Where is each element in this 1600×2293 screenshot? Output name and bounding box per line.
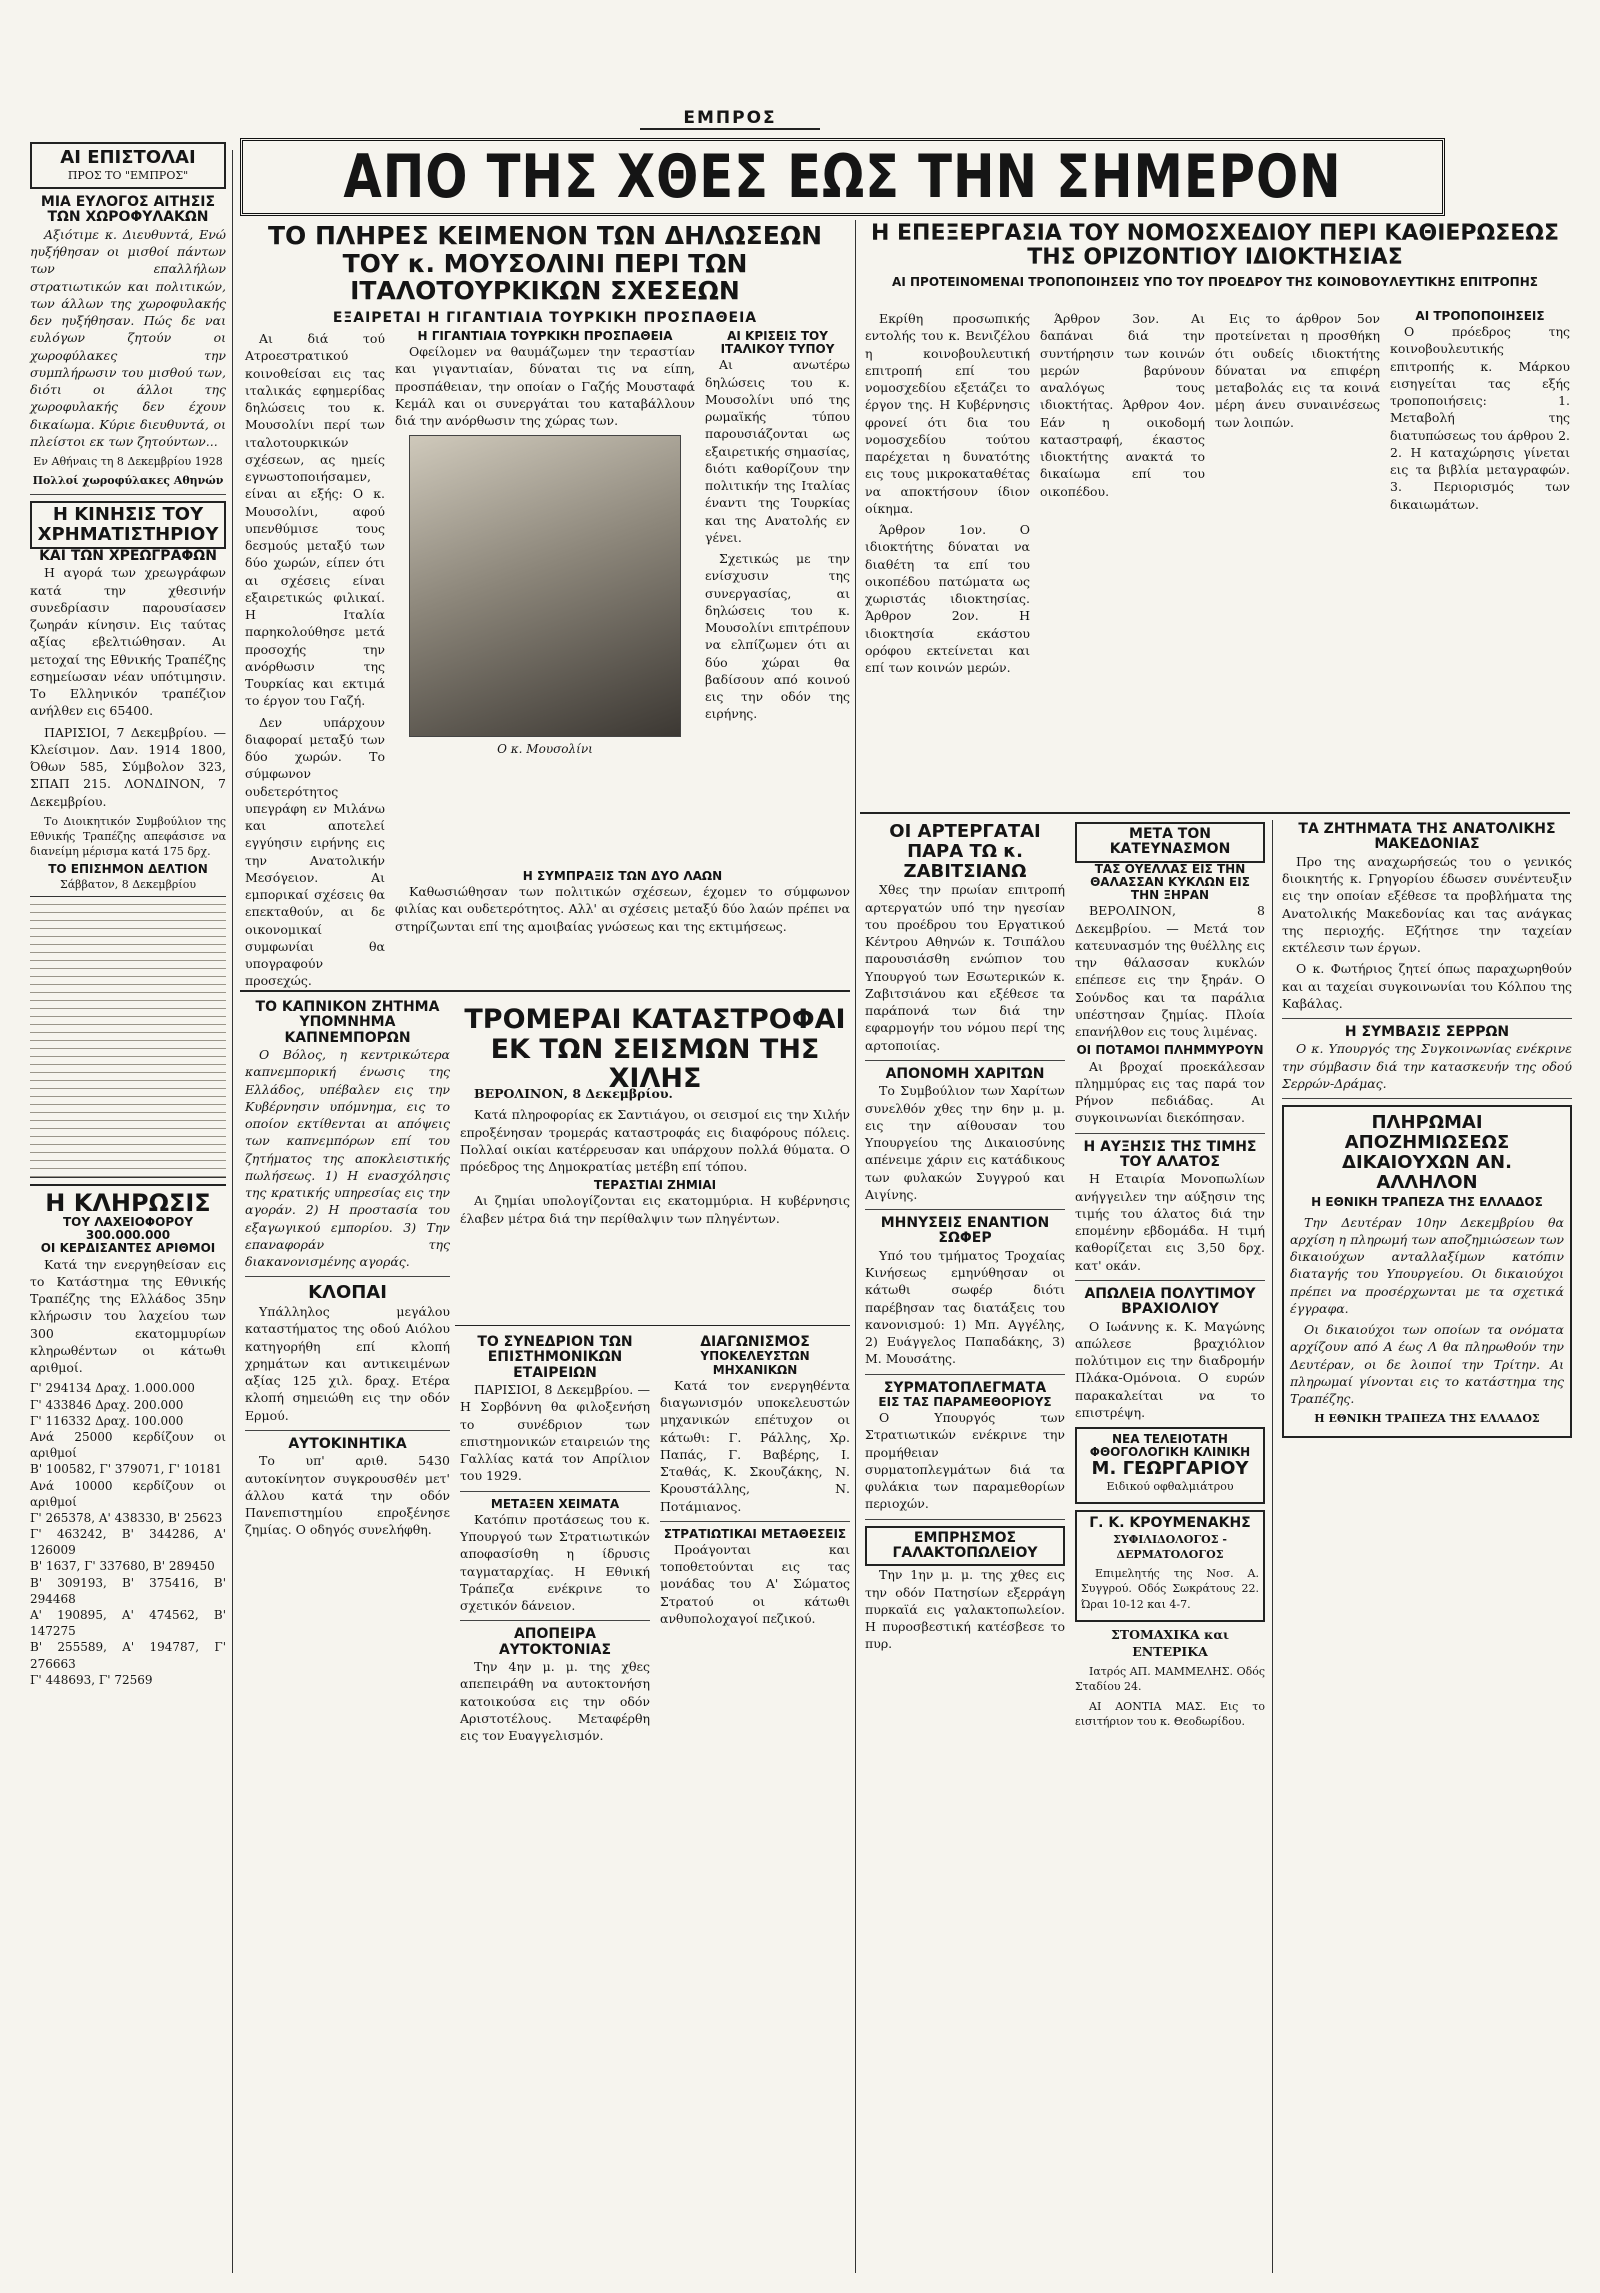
lottery-numbers — [30, 1380, 226, 1688]
mussolini-col-2 — [395, 330, 695, 870]
thefts-body: Υπάλληλος μεγάλου καταστήματος της οδού Αιόλου κατηγορήθη επί κλοπή χρημάτων και αντικειμένων αξίας 125 χιλ. δραχ. Ετέρα κλοπή σημειώθη εις την οδόν Ερμού. — [245, 1304, 450, 1423]
letter-signers: Πολλοί χωροφύλακες Αθηνών — [32, 474, 224, 488]
stock-table — [30, 896, 226, 1178]
rivers-title: ΟΙ ΠΟΤΑΜΟΙ ΠΛΗΜΜΥΡΟΥΝ — [1076, 1043, 1264, 1058]
compensation-sign: Η ΕΘΝΙΚΗ ΤΡΑΠΕΖΑ ΤΗΣ ΕΛΛΑΔΟΣ — [1314, 1412, 1540, 1426]
bill-body-1: Εκρίθη προσωπικής εντολής του κ. Βενιζέλου η κοινοβουλευτική επιτροπή επί του νομοσχεδίου εξετάζει το έργον της. Η Κυβέρνησις φρονεί ότι δια του νομοσχεδίου τούτου παρέχεται η δυνατότης εις τους μικροκαταθέτας να αποκτήσουν ίδιον οίκημα. — [865, 311, 1030, 516]
drivers-body: Υπό του τμήματος Τροχαίας Κινήσεως εμηνύθησαν οι κάτωθι σωφέρ διότι παρέβησαν τας διατάξεις του κανονισμού: 1) Μπ. Αγγέλης, 2) Ευάγγελος Παπαδάκης, 3) Μ. Μουσάτης. — [865, 1247, 1065, 1367]
stock-date: Σάββατον, 8 Δεκεμβρίου — [59, 877, 197, 891]
letters-title: ΑΙ ΕΠΙΣΤΟΛΑΙ — [60, 147, 196, 168]
exam-subtitle: ΥΠΟΚΕΛΕΥΣΤΩΝ ΜΗΧΑΝΙΚΩΝ — [700, 1349, 810, 1377]
earthquake-body: Κατά πληροφορίας εκ Σαντιάγου, οι σεισμοί εις την Χιλήν επροξένησαν τρομεράς καταστροφάς εις διαφόρους πόλεις. Πολλαί οικίαι κατέρρευσαν και υπάρχουν πολλά θύματα. Ο πρόεδρος της Δημοκρατίας μετέβη επί τόπου. — [460, 1107, 850, 1174]
divider — [865, 1060, 1065, 1061]
tobacco-title: ΤΟ ΚΑΠΝΙΚΟΝ ΖΗΤΗΜΑ — [255, 999, 440, 1015]
exam-body: Κατά τον ενεργηθέντα διαγωνισμόν υποκελευστών μηχανικών επέτυχον οι κάτωθι: Γ. Ράλλης, Χρ. Παπάς, Γ. Βαβέρης, Ι. Σταθάς, Κ. Σκουζάκης, Ν. Κρουστάλλης, Ν. Ποτάμιανος. — [660, 1377, 850, 1514]
lottery-subtitle-2: ΟΙ ΚΕΡΔΙΣΑΝΤΕΣ ΑΡΙΘΜΟΙ — [40, 1241, 216, 1256]
mussolini-subtitle: ΕΞΑΙΡΕΤΑΙ Η ΓΙΓΑΝΤΙΑΙΑ ΤΟΥΡΚΙΚΗ ΠΡΟΣΠΑΘΕΙΑ — [332, 309, 758, 326]
exam-column — [660, 1335, 850, 2265]
doctor-ad-line: ΣΥΦΙΛΙΔΟΛΟΓΟΣ - ΔΕΡΜΑΤΟΛΟΓΟΣ — [1113, 1532, 1227, 1561]
mussolini-title: ΤΟ ΠΛΗΡΕΣ ΚΕΙΜΕΝΟΝ ΤΩΝ ΔΗΛΩΣΕΩΝ ΤΟΥ κ. ΜΟΥΣΟΛΙΝΙ ΠΕΡΙ ΤΩΝ ΙΤΑΛΟΤΟΥΡΚΙΚΩΝ ΣΧΕΣΕΩΝ — [267, 221, 823, 305]
auto-title: ΑΥΤΟΚΙΝΗΤΙΚΑ — [288, 1435, 407, 1452]
compensation-notice — [1282, 1105, 1572, 1438]
compensation-subtitle: Η ΕΘΝΙΚΗ ΤΡΑΠΕΖΑ ΤΗΣ ΕΛΛΑΔΟΣ — [1311, 1195, 1543, 1210]
lottery-number: Β' 255589, Α' 194787, Γ' 276663 — [30, 1640, 226, 1671]
letters-box — [30, 142, 226, 189]
earthquake-subhead: ΤΕΡΑΣΤΙΑΙ ΖΗΜΙΑΙ — [593, 1178, 717, 1193]
banner-title: ΑΠΟ ΤΗΣ ΧΘΕΣ ΕΩΣ ΤΗΝ ΣΗΜΕΡΟΝ — [343, 142, 1342, 212]
earthquake-header — [460, 1005, 850, 1094]
doctor-ad-body: Επιμελητής της Νοσ. Α. Συγγρού. Οδός Σωκράτους 22. Ώραι 10-12 και 4-7. — [1081, 1567, 1259, 1611]
lottery-title: Η ΚΛΗΡΩΣΙΣ — [30, 1184, 226, 1216]
mussolini-body-3: Οφείλομεν να θαυμάζωμεν την τεραστίαν και γιγαντιαίαν, δύναται τις να είπη, προσπάθειαν, την οποίαν ο Γαζής Μουσταφά Κεμάλ και οι συνεργάται του καταβάλλουν διά την ανόρθωσιν της χώρας των. — [395, 344, 695, 429]
congress-subbody: Κατόπιν προτάσεως του κ. Υπουργού των Στρατιωτικών αποφασίσθη η ίδρυσις ταγματαρχίας. Η Εθνική Τράπεζα ενέκρινε το σχετικόν δάνειον. — [460, 1511, 650, 1614]
mussolini-col-3 — [705, 330, 850, 870]
section-rule — [860, 812, 1570, 814]
amendments-body: Ο πρόεδρος της κοινοβουλευτικής επιτροπής κ. Μάρκου εισηγείται τας εξής τροποποιήσεις: 1. Μεταβολή της διατυπώσεως του άρθρου 2. 2. Η καταχώρησις γίνεται εις τα βιβλία μεταγραφών. 3. Περιορισμός των δικαιωμάτων. — [1390, 324, 1570, 512]
lottery-subtitle: ΤΟΥ ΛΑΧΕΙΟΦΟΡΟΥ 300.000.000 — [62, 1215, 194, 1243]
auto-body: Το υπ' αριθ. 5430 αυτοκίνητον συγκρουσθέν μετ' άλλου κατά την οδόν Πανεπιστημίου επροξένησε ζημίας. Ο οδηγός συνελήφθη. — [245, 1453, 450, 1538]
bill-body-2: Άρθρον 1ον. Ο ιδιοκτήτης δύναται να διαθέτη τα επί του οικοπέδου πατώματα ως χωριστάς ιδιοκτησίας. Άρθρον 2ον. Η ιδιοκτησία εκάστου ορόφου εκτείνεται και επί των κοινών μερών. — [865, 522, 1030, 675]
stomach-ad-body: Ιατρός ΑΠ. ΜΑΜΜΕΛΗΣ. Οδός Σταδίου 24. — [1075, 1665, 1265, 1694]
mussolini-body-4: Καθωσιώθησαν των πολιτικών σχέσεων, έχομεν το σύμφωνον φιλίας και ουδετερότητος. Αλλ' αι σχέσεις μεταξύ δύο λαών πρέπει να στηρίζωνται επί της αμοιβαίας γνώσεως και της εκτιμήσεως. — [395, 884, 850, 934]
divider — [30, 494, 226, 495]
lottery-number: Γ' 448693, Γ' 72569 — [30, 1672, 153, 1687]
doctor-ad — [1075, 1510, 1265, 1621]
divider — [865, 1374, 1065, 1375]
fire-title: ΕΜΠΡΗΣΜΟΣ ΓΑΛΑΚΤΟΠΩΛΕΙΟΥ — [865, 1526, 1065, 1567]
mussolini-col-1 — [245, 330, 385, 989]
clinic-ad-name: Μ. ΓΕΩΡΓΑΡΙΟΥ — [1091, 1458, 1249, 1480]
market-title: Η ΚΙΝΗΣΙΣ ΤΟΥ ΧΡΗΜΑΤΙΣΤΗΡΙΟΥ — [30, 501, 226, 549]
column-rule — [855, 220, 856, 2273]
compensation-title: ΠΛΗΡΩΜΑΙ ΑΠΟΖΗΜΙΩΣΕΩΣ ΔΙΚΑΙΟΥΧΩΝ ΑΝ. ΑΛΛΗΛΟΝ — [1342, 1112, 1512, 1193]
letter-sign: Εν Αθήναις τη 8 Δεκεμβρίου 1928 — [33, 455, 223, 468]
bill-col-2 — [1040, 310, 1205, 810]
pardons-body: Το Συμβούλιον των Χαρίτων συνελθόν χθες την 6ην μ. μ. εις την αίθουσαν του Υπουργείου της Δικαιοσύνης απένειμε χάριν εις κατάδικους των φυλακών Συγγρού και Αιγίνης. — [865, 1083, 1065, 1202]
divider — [1282, 1018, 1572, 1019]
congress-column — [460, 1335, 650, 2265]
macedonia-title: ΤΑ ΖΗΤΗΜΑΤΑ ΤΗΣ ΑΝΑΤΟΛΙΚΗΣ ΜΑΚΕΔΟΝΙΑΣ — [1298, 821, 1556, 853]
divider — [460, 1491, 650, 1492]
divider — [460, 1620, 650, 1621]
bakers-column — [865, 822, 1065, 2272]
suicide-body: Την 4ην μ. μ. της χθες απεπειράθη να αυτοκτονήση κατοικούσα εις την οδόν Αριστοτέλους. Μεταφέρθη εις τον Ευαγγελισμόν. — [460, 1659, 650, 1744]
lottery-number: Γ' 116332 Δραχ. 100.000 — [30, 1413, 184, 1428]
mussolini-body-6: Αι ανωτέρω δηλώσεις του κ. Μουσολίνι υπό της ρωμαϊκής τύπου παρουσιάζονται ως εξαιρετικής σημασίας, διότι καθορίζουν την πολιτικήν της Ιταλίας έναντι της Τουρκίας και της Ανατολής εν γένει. — [705, 357, 850, 545]
macedonia-body-2: Ο κ. Φωτήριος ζητεί όπως παραχωρηθούν και αι ταχείαι συγκοινωνίαι του Κόλπου της Καβάλας. — [1282, 961, 1572, 1011]
tobacco-subtitle: ΥΠΟΜΝΗΜΑ ΚΑΠΝΕΜΠΟΡΩΝ — [284, 1014, 411, 1046]
lottery-number: Β' 309193, Β' 375416, Β' 294468 — [30, 1575, 226, 1606]
lottery-number: Β' 100582, Γ' 379071, Γ' 10181 — [30, 1462, 222, 1477]
mussolini-portrait — [409, 435, 681, 737]
earthquake-dateline: ΒΕΡΟΛΙΝΟΝ, 8 Δεκεμβρίου. — [474, 1086, 673, 1101]
earthquake-body-col — [460, 1085, 850, 1325]
mussolini-subhead-1: Η ΓΙΓΑΝΤΙΑΙΑ ΤΟΥΡΚΙΚΗ ΠΡΟΣΠΑΘΕΙΑ — [417, 329, 673, 343]
bill-title: Η ΕΠΕΞΕΡΓΑΣΙΑ ΤΟΥ ΝΟΜΟΣΧΕΔΙΟΥ ΠΕΡΙ ΚΑΘΙΕΡΩΣΕΩΣ ΤΗΣ ΟΡΙΖΟΝΤΙΟΥ ΙΔΙΟΚΤΗΣΙΑΣ — [870, 221, 1560, 271]
bill-col-4 — [1390, 310, 1570, 810]
divider — [1282, 1098, 1572, 1099]
market-body: Η αγορά των χρεωγράφων κατά την χθεσινήν συνεδρίασιν παρουσίασεν ζωηράν κίνησιν. Εις ταύτας αξίας εβελτιώθησαν. Αι μετοχαί της Εθνικής Τραπέζης εσημείωσαν νέαν υπότιμησιν. Το Ελληνικόν τραπέζιον ανήλθεν εις 65400. — [30, 565, 226, 719]
serres-body: Ο κ. Υπουργός της Συγκοινωνίας ενέκρινε την σύμβασιν διά την κατασκευήν της οδού Σερρών-Δράμας. — [1282, 1041, 1572, 1091]
clinic-ad — [1075, 1427, 1265, 1504]
clinic-ad-line: Ειδικού οφθαλμιάτρου — [1106, 1480, 1234, 1494]
macedonia-body: Προ της αναχωρήσεώς του ο γενικός διοικητής κ. Γρηγορίου έδωσεν συνέντευξιν εις την οποίαν εξέθεσε τα προβλήματα της Ανατολικής Μακεδονίας και τας ανάγκας της περιοχής. Εζήτησε την ταχείαν εκτέλεσιν των έργων. — [1282, 853, 1572, 956]
bill-col-3 — [1215, 310, 1380, 810]
lottery-number: Ανά 10000 κερδίζουν οι αριθμοί — [30, 1478, 226, 1509]
pardons-title: ΑΠΟΝΟΜΗ ΧΑΡΙΤΩΝ — [885, 1065, 1045, 1082]
military-title: ΣΤΡΑΤΙΩΤΙΚΑΙ ΜΕΤΑΘΕΣΕΙΣ — [663, 1526, 847, 1541]
bill-header — [865, 222, 1565, 290]
lottery-number: Ανά 25000 κερδίζουν οι αριθμοί — [30, 1429, 226, 1461]
lottery-number: Γ' 433846 Δραχ. 200.000 — [30, 1397, 184, 1412]
lottery-body: Κατά την ενεργηθείσαν εις το Κατάστημα της Εθνικής Τραπέζης της Ελλάδος 35ην κλήρωσιν του λαχείου των 300 εκατομμυρίων κληρωθέντων οι κάτωθι αριθμοί. — [30, 1256, 226, 1376]
masthead: ΕΜΠΡΟΣ — [640, 108, 820, 130]
macedonia-column — [1282, 822, 1572, 2272]
mussolini-subhead-2: Η ΣΥΜΠΡΑΞΙΣ ΤΩΝ ΔΥΟ ΛΑΩΝ — [522, 869, 723, 883]
mussolini-col-4 — [395, 870, 850, 985]
stomach-ad: ΣΤΟΜΑΧΙΚΑ και ΕΝΤΕΡΙΚΑ — [1110, 1626, 1230, 1659]
salt-title: Η ΑΥΞΗΣΙΣ ΤΗΣ ΤΙΜΗΣ ΤΟΥ ΑΛΑΤΟΣ — [1083, 1138, 1257, 1170]
column-rule — [232, 150, 233, 2273]
lottery-number: Α' 190895, Α' 474562, Β' 147275 — [30, 1608, 226, 1639]
lost-title: ΑΠΩΛΕΙΑ ΠΟΛΥΤΙΜΟΥ ΒΡΑΧΙΟΛΙΟΥ — [1084, 1285, 1256, 1318]
mussolini-subhead-3: ΑΙ ΚΡΙΣΕΙΣ ΤΟΥ ΙΤΑΛΙΚΟΥ ΤΥΠΟΥ — [720, 329, 835, 357]
compensation-body-2: Οι δικαιούχοι των οποίων τα ονόματα αρχίζουν από Α έως Λ θα πληρωθούν την Δευτέραν, οι δε λοιποί την Τρίτην. Αι πληρωμαί γίνονται εις το κατάστημα της Τραπέζης. — [1290, 1322, 1564, 1407]
letter-title: ΜΙΑ ΕΥΛΟΓΟΣ ΑΙΤΗΣΙΣ ΤΩΝ ΧΩΡΟΦΥΛΑΚΩΝ — [40, 193, 216, 226]
divider — [865, 1519, 1065, 1520]
bill-col-1 — [865, 310, 1030, 810]
storm-title: ΜΕΤΑ ΤΟΝ ΚΑΤΕΥΝΑΣΜΟΝ — [1075, 822, 1265, 863]
divider — [245, 1276, 450, 1277]
lottery-number: Γ' 265378, Α' 438330, Β' 25623 — [30, 1510, 223, 1525]
congress-subhead: ΜΕΤΑΞΕΝ ΧΕΙΜΑΤΑ — [490, 1496, 620, 1511]
bill-body-3: Άρθρον 3ον. Αι δαπάναι διά την συντήρησιν των κοινών μερών βαρύνουν αναλόγως τους ιδιοκτήτας. Άρθρον 4ον. Εάν η οικοδομή καταστραφή, έκαστος ιδιοκτήτης ανακτά το δικαίωμα επί του οικοπέδου. — [1040, 311, 1205, 499]
mussolini-caption: Ο κ. Μουσολίνι — [497, 742, 593, 757]
divider — [865, 1209, 1065, 1210]
clinic-ad-title: ΝΕΑ ΤΕΛΕΙΟΤΑΤΗ ΦΘΟΓΟΛΟΓΙΚΗ ΚΛΙΝΙΚΗ — [1089, 1432, 1251, 1460]
left-column — [30, 140, 226, 2270]
earthquake-subbody: Αι ζημίαι υπολογίζονται εις εκατομμύρια. Η κυβέρνησις έλαβεν μέτρα διά την περίθαλψιν των πληγέντων. — [460, 1193, 850, 1226]
congress-title: ΤΟ ΣΥΝΕΔΡΙΟΝ ΤΩΝ ΕΠΙΣΤΗΜΟΝΙΚΩΝ ΕΤΑΙΡΕΙΩΝ — [477, 1334, 633, 1381]
lottery-number: Γ' 463242, Β' 344286, Α' 126009 — [30, 1527, 226, 1558]
lottery-number: Γ' 294134 Δραχ. 1.000.000 — [30, 1381, 195, 1396]
divider — [245, 1430, 450, 1431]
suicide-title: ΑΠΟΠΕΙΡΑ ΑΥΤΟΚΤΟΝΙΑΣ — [498, 1626, 612, 1658]
bill-body-4: Εις το άρθρον 5ον προτείνεται η προσθήκη ότι ουδείς ιδιοκτήτης δύναται να επιφέρη μεταβολάς εις τα κοινά μέρη άνευ συναινέσεως των λοιπών. — [1215, 311, 1380, 430]
storm-column — [1075, 822, 1265, 2272]
letters-subtitle: ΠΡΟΣ ΤΟ "ΕΜΠΡΟΣ" — [67, 168, 189, 182]
divider — [1075, 1133, 1265, 1134]
market-quotes: ΠΑΡΙΣΙΟΙ, 7 Δεκεμβρίου. — Κλείσιμον. Δαν. 1914 1800, Όθων 585, Σύμβολον 323, ΣΠΑΠ 215. ΛΟΝΔΙΝΟΝ, 7 Δεκεμβρίου. — [30, 724, 226, 809]
doctor-ad-name: Γ. Κ. ΚΡΟΥΜΕΝΑΚΗΣ — [1089, 1515, 1251, 1532]
wire-title: ΣΥΡΜΑΤΟΠΛΕΓΜΑΤΑ — [883, 1379, 1047, 1396]
storm-body: ΒΕΡΟΛΙΝΟΝ, 8 Δεκεμβρίου. — Μετά τον κατευνασμόν της θυέλλης εις την θάλασσαν κυκλών επέπεσε εις την ξηράν. Ο Σούνδος και τα παράλια υπέστησαν ζημίας. Πλοία επανήλθον εις τους λιμένας. — [1075, 903, 1265, 1040]
compensation-body: Την Δευτέραν 10ην Δεκεμβρίου θα αρχίση η πληρωμή των αποζημιώσεων των δικαιούχων ανταλλαξίμων κατόπιν διαταγής του Υπουργείου. Οι δικαιούχοι πρέπει να προσέρχωνται με τα σχετικά έγγραφα. — [1290, 1214, 1564, 1316]
market-note: Το Διοικητικόν Συμβούλιον της Εθνικής Τραπέζης απεφάσισε να διανείμη μέρισμα κατά 175 δρχ. — [30, 814, 226, 859]
bakers-title: ΟΙ ΑΡΤΕΡΓΑΤΑΙ ΠΑΡΑ ΤΩ κ. ΖΑΒΙΤΣΙΑΝΩ — [889, 821, 1041, 882]
exam-title: ΔΙΑΓΩΝΙΣΜΟΣ — [700, 1334, 810, 1350]
thefts-title: ΚΛΟΠΑΙ — [308, 1282, 387, 1304]
wire-body: Ο Υπουργός των Στρατιωτικών ενέκρινε την προμήθειαν συρματοπλεγμάτων διά τα φυλάκια των παραμεθορίων περιοχών. — [865, 1410, 1065, 1512]
mussolini-header — [245, 222, 845, 326]
drivers-title: ΜΗΝΥΣΕΙΣ ΕΝΑΝΤΙΟΝ ΣΩΦΕΡ — [880, 1215, 1050, 1247]
market-subtitle: ΚΑΙ ΤΩΝ ΧΡΕΩΓΡΑΦΩΝ — [39, 547, 217, 564]
column-rule — [1272, 820, 1273, 2273]
lottery-number: Β' 1637, Γ' 337680, Β' 289450 — [30, 1559, 215, 1574]
section-rule — [455, 1325, 850, 1326]
salt-body: Η Εταιρία Μονοπωλίων ανήγγειλεν την αύξησιν της τιμής του άλατος διά την επομένην εβδομάδα. Η τιμή καθορίζεται εις 3,50 δρχ. κατ' οκάν. — [1075, 1171, 1265, 1273]
divider — [660, 1521, 850, 1522]
military-body: Προάγονται και τοποθετούνται εις τας μονάδας του Α' Σώματος Στρατού οι κάτωθι ανθυπολοχαγοί πεζικού. — [660, 1541, 850, 1626]
rivers-body: Αι βροχαί προεκάλεσαν πλημμύρας εις τας παρά τον Ρήνον πεδιάδας. Αι συγκοινωνίαι διεκόπησαν. — [1075, 1058, 1265, 1126]
mussolini-body-2: Δεν υπάρχουν διαφοραί μεταξύ των δύο χωρών. Το σύμφωνον ουδετερότητος υπεγράφη εν Μιλάνω και αποτελεί εγγύησιν ειρήνης εις την Ανατολικήν Μεσόγειον. Αι εμπορικαί σχέσεις θα επεκταθούν, αι δε οικονομικαί συμφωνίαι θα υπογραφούν προσεχώς. — [245, 714, 385, 989]
letter-body: Αξιότιμε κ. Διευθυντά, Ενώ ηυξήθησαν οι μισθοί πάντων των επαλλήλων στρατιωτικών και πολιτικών, των άλλων της χωροφυλακής δεν ηυξήθησαν. Πώς δε ναι ευλόγων ζητούν οι χωροφύλακες την συμπλήρωσιν του μισθού των, διότι οι άλλοι της χωροφυλακής δεν έχουν δικαίωμα. Κύριε διευθυντά, οι πλείστοι εκ των ζητούντων... — [30, 226, 226, 449]
serres-title: Η ΣΥΜΒΑΣΙΣ ΣΕΡΡΩΝ — [1344, 1024, 1510, 1041]
tobacco-column — [245, 1000, 450, 2270]
divider — [1075, 1280, 1265, 1281]
banner-headline — [240, 138, 1445, 216]
wire-subtitle: ΕΙΣ ΤΑΣ ΠΑΡΑΜΕΘΟΡΙΟΥΣ — [878, 1394, 1052, 1409]
congress-body: ΠΑΡΙΣΙΟΙ, 8 Δεκεμβρίου. — Η Σορβόννη θα φιλοξενήση το συνέδριον των επιστημονικών εταιρειών της Γαλλίας κατά τον Απρίλιον του 1929. — [460, 1382, 650, 1484]
mussolini-body-5: Σχετικώς με την ενίσχυσιν της συνεργασίας, αι δηλώσεις του κ. Μουσολίνι επιτρέπουν να ελπίζωμεν ότι αι δύο χώραι θα βαδίσουν από κοινού εις την οδόν της ειρήνης. — [705, 551, 850, 722]
fire-body: Την 1ην μ. μ. της χθες εις την οδόν Πατησίων εξερράγη πυρκαϊά εις γαλακτοπωλείον. Η πυροσβεστική κατέσβεσε το πυρ. — [865, 1567, 1065, 1652]
tobacco-body: Ο Βόλος, η κεντρικώτερα καπνεμπορική ένωσις της Ελλάδος, υπέβαλεν εις την Κυβέρνησιν υπόμνημα, εις το οποίον εκτίθενται αι απόψεις των καπνεμπόρων επί του ζητήματος της αποκλειστικής πωλήσεως. 1) Η ενασχόλησις της κρατικής υπηρεσίας εις την αγοράν. 2) Η προστασία του εξαγωγικού εμπορίου. 3) Την επαναφοράν της διακανονισμένης αγοράς. — [245, 1047, 450, 1270]
earthquake-title: ΤΡΟΜΕΡΑΙ ΚΑΤΑΣΤΡΟΦΑΙ ΕΚ ΤΩΝ ΣΕΙΣΜΩΝ ΤΗΣ ΧΙΛΗΣ — [464, 1004, 846, 1095]
amendments-title: ΑΙ ΤΡΟΠΟΠΟΙΗΣΕΙΣ — [1415, 309, 1545, 323]
bakers-body: Χθες την πρωίαν επιτροπή αρτεργατών υπό την ηγεσίαν του προέδρου του Εργατικού Κέντρου Αθηνών κ. Τσιπάλου παρουσιάσθη ενώπιον του Υπουργού των Εσωτερικών κ. Ζαβιτσιάνου και εξέθεσε τα παράπονά των διά την εφαρμογήν του νόμου περί της αρτοποιίας. — [865, 882, 1065, 1053]
bill-subtitle: ΑΙ ΠΡΟΤΕΙΝΟΜΕΝΑΙ ΤΡΟΠΟΠΟΙΗΣΕΙΣ ΥΠΟ ΤΟΥ ΠΡΟΕΔΡΟΥ ΤΗΣ ΚΟΙΝΟΒΟΥΛΕΥΤΙΚΗΣ ΕΠΙΤΡΟΠΗΣ — [892, 275, 1538, 290]
misc-ad: ΑΙ ΑΟΝΤΙΑ ΜΑΣ. Εις το εισιτήριον του κ. Θεοδωρίδου. — [1075, 1699, 1265, 1728]
lost-body: Ο Ιωάννης κ. Κ. Μαγώνης απώλεσε βραχιόλιον πολύτιμον εις την διαδρομήν Πλάκα-Ομόνοια. Ο ευρών παρακαλείται να το επιστρέψη. — [1075, 1318, 1265, 1420]
stock-title: ΤΟ ΕΠΙΣΗΜΟΝ ΔΕΛΤΙΟΝ — [48, 862, 208, 877]
section-rule — [240, 990, 850, 992]
mussolini-body-1: Αι διά τού Ατροεστρατικού κοινοθείσαι εις τας ιταλικάς εφημερίδας δηλώσεις του κ. Μουσολίνι περί των ιταλοτουρκικών σχέσεων, ας ημείς εγνωστοποιήσαμεν, είναι αι εξής: Ο κ. Μουσολίνι, αφού υπενθύμισε τους δεσμούς μεταξύ των δύο χωρών, είπεν ότι αι σχέσεις είναι εξαιρετικώς φιλικαί. Η Ιταλία παρηκολούθησε μετά προσοχής την ανόρθωσιν της Τουρκίας και εκτιμά το έργον του Γαζή. — [245, 331, 385, 709]
storm-subtitle: ΤΑΣ ΟΥΕΛΛΑΣ ΕΙΣ ΤΗΝ ΘΑΛΑΣΣΑΝ ΚΥΚΛΩΝ ΕΙΣ ΤΗΝ ΞΗΡΑΝ — [1090, 861, 1250, 903]
